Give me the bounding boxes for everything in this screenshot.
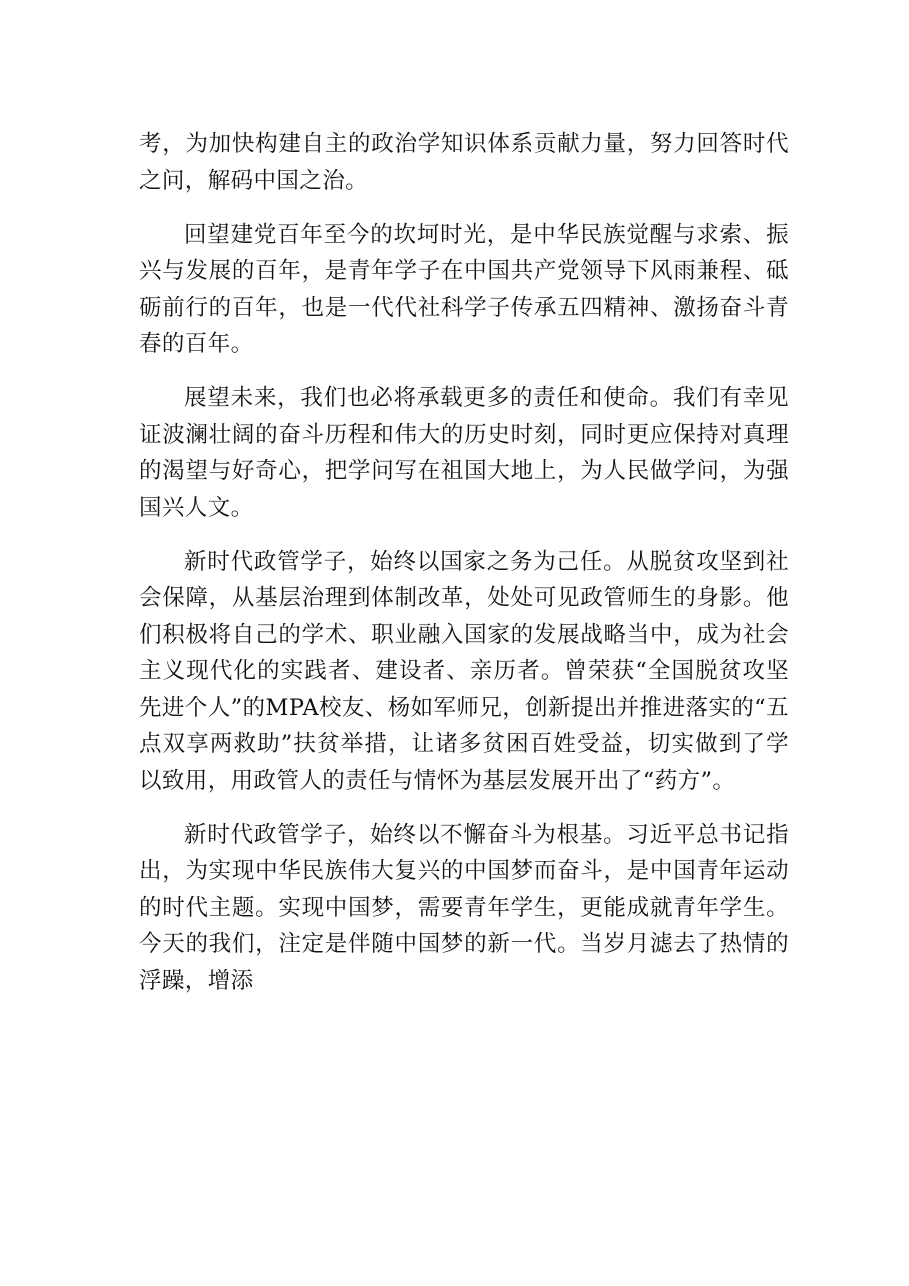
paragraph-continuation: 考，为加快构建自主的政治学知识体系贡献力量，努力回答时代之问，解码中国之治。 [139, 131, 789, 194]
paragraph-national-duty: 新时代政管学子，始终以国家之务为己任。从脱贫攻坚到社会保障，从基层治理到体制改革，处处可见政管师生的身影。他们积极将自己的学术、职业融入国家的发展战略当中，成为社会主义现代化的实践者、建设者、亲历者。曾荣获“全国脱贫攻坚先进个人”的MPA校友、杨如军师兄，创新提出并推进落实的“五点双享两救助”扶贫举措，让诸多贫困百姓受益，切实做到了学以致用，用政管人的责任与情怀为基层发展开出了“药方”。 [139, 548, 789, 794]
paragraph-looking-back: 回望建党百年至今的坎坷时光，是中华民族觉醒与求索、振兴与发展的百年，是青年学子在中国共产党领导下风雨兼程、砥砺前行的百年，也是一代代社科学子传承五四精神、激扬奋斗青春的百年。 [139, 221, 789, 357]
paragraph-looking-forward: 展望未来，我们也必将承载更多的责任和使命。我们有幸见证波澜壮阔的奋斗历程和伟大的历史时刻，同时更应保持对真理的渴望与好奇心，把学问写在祖国大地上，为人民做学问，为强国兴人文。 [139, 385, 789, 521]
paragraph-unremitting-struggle: 新时代政管学子，始终以不懈奋斗为根基。习近平总书记指出，为实现中华民族伟大复兴的中国梦而奋斗，是中国青年运动的时代主题。实现中国梦，需要青年学生，更能成就青年学生。今天的我们，注定是伴随中国梦的新一代。当岁月滤去了热情的浮躁，增添 [139, 821, 789, 994]
document-body [139, 126, 789, 1017]
